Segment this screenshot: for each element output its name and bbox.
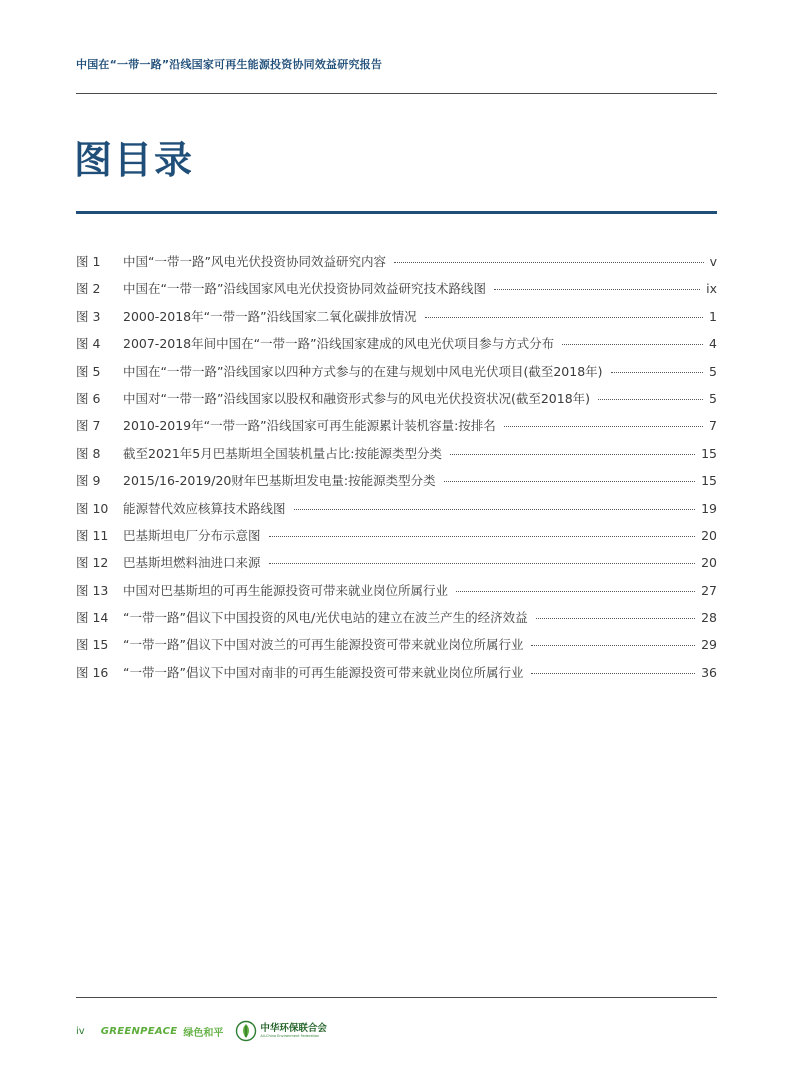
- toc-figure-number: 图 12: [76, 555, 109, 571]
- toc-dot-leader: [494, 289, 700, 290]
- toc-figure-number: 图 8: [76, 445, 101, 461]
- toc-dot-leader: [456, 591, 695, 592]
- title-divider: [76, 211, 717, 214]
- toc-figure-number: 图 13: [76, 582, 109, 598]
- greenpeace-logo-cn: 绿色和平: [183, 1027, 224, 1039]
- acef-emblem-icon: [235, 1020, 257, 1042]
- footer: [76, 1016, 327, 1046]
- acef-name-cn: 中华环保联合会: [260, 1022, 327, 1034]
- toc-entry[interactable]: [76, 549, 717, 576]
- toc-figure-title: 中国在“一带一路”沿线国家以四种方式参与的在建与规划中风电光伏项目(截至2018年): [123, 363, 603, 379]
- toc-dot-leader: [394, 262, 704, 263]
- toc-figure-number: 图 16: [76, 664, 109, 680]
- toc-entry[interactable]: [76, 467, 717, 494]
- toc-figure-title: 2010-2019年“一带一路”沿线国家可再生能源累计装机容量:按排名: [123, 418, 496, 434]
- toc-page-number: 19: [701, 500, 717, 516]
- page-number: iv: [76, 1025, 85, 1037]
- toc-figure-number: 图 14: [76, 610, 109, 626]
- toc-page-number: v: [709, 254, 717, 269]
- acef-name-en: All-China Environment Federation: [260, 1034, 320, 1038]
- toc-dot-leader: [269, 563, 696, 564]
- toc-entry[interactable]: [76, 522, 717, 549]
- toc-entry[interactable]: [76, 330, 717, 357]
- toc-figure-number: 图 1: [76, 254, 101, 269]
- toc-figure-title: 中国对巴基斯坦的可再生能源投资可带来就业岗位所属行业: [123, 582, 449, 598]
- toc-dot-leader: [611, 372, 704, 373]
- toc-dot-leader: [504, 426, 703, 427]
- greenpeace-logo: GREENPEACE: [100, 1025, 178, 1037]
- footer-divider: [76, 997, 717, 998]
- toc-figure-title: “一带一路”倡议下中国对南非的可再生能源投资可带来就业岗位所属行业: [123, 664, 524, 680]
- toc-figure-number: 图 5: [76, 363, 101, 379]
- toc-figure-number: 图 11: [76, 527, 109, 543]
- toc-entry[interactable]: [76, 412, 717, 439]
- toc-dot-leader: [562, 344, 703, 345]
- toc-entry[interactable]: [76, 385, 717, 412]
- toc-page-number: 5: [709, 363, 717, 379]
- toc-page-number: 27: [701, 582, 717, 598]
- toc-dot-leader: [425, 317, 703, 318]
- toc-page-number: 20: [701, 527, 717, 543]
- toc-figure-title: 2007-2018年间中国在“一带一路”沿线国家建成的风电光伏项目参与方式分布: [123, 336, 555, 352]
- toc-entry[interactable]: [76, 440, 717, 467]
- toc-figure-number: 图 6: [76, 390, 101, 406]
- toc-entry[interactable]: [76, 495, 717, 522]
- toc-dot-leader: [294, 509, 696, 510]
- toc-figure-title: “一带一路”倡议下中国投资的风电/光伏电站的建立在波兰产生的经济效益: [123, 610, 528, 626]
- toc-dot-leader: [536, 618, 695, 619]
- toc-page-number: 5: [709, 390, 717, 406]
- toc-page-number: 4: [709, 336, 717, 352]
- toc-page-number: 29: [701, 637, 717, 653]
- toc-entry[interactable]: [76, 631, 717, 658]
- toc-figure-title: 中国“一带一路”风电光伏投资协同效益研究内容: [123, 254, 386, 269]
- running-header-title: 中国在“一带一路”沿线国家可再生能源投资协同效益研究报告: [76, 58, 383, 71]
- toc-page-number: 7: [709, 418, 717, 434]
- toc-figure-title: 截至2021年5月巴基斯坦全国装机量占比:按能源类型分类: [123, 445, 442, 461]
- toc-figure-number: 图 7: [76, 418, 101, 434]
- toc-figure-title: 2000-2018年“一带一路”沿线国家二氧化碳排放情况: [123, 308, 417, 324]
- header-divider: [76, 93, 717, 94]
- toc-figure-title: 巴基斯坦电厂分布示意图: [123, 527, 261, 543]
- toc-figure-number: 图 10: [76, 500, 109, 516]
- toc-page-number: 15: [701, 445, 717, 461]
- toc-page-number: 20: [701, 555, 717, 571]
- toc-figure-title: 中国在“一带一路”沿线国家风电光伏投资协同效益研究技术路线图: [123, 281, 486, 297]
- toc-figure-number: 图 2: [76, 281, 101, 297]
- toc-dot-leader: [531, 645, 695, 646]
- figure-list: [76, 248, 717, 686]
- toc-entry[interactable]: [76, 248, 717, 275]
- toc-figure-title: 中国对“一带一路”沿线国家以股权和融资形式参与的风电光伏投资状况(截至2018年): [123, 390, 591, 406]
- toc-page-number: 1: [709, 308, 717, 324]
- toc-figure-title: 巴基斯坦燃料油进口来源: [123, 555, 261, 571]
- acef-logo-text: [260, 1024, 327, 1039]
- toc-page-number: ix: [706, 281, 717, 297]
- toc-page-number: 15: [701, 473, 717, 489]
- toc-page-number: 28: [701, 610, 717, 626]
- toc-dot-leader: [598, 399, 703, 400]
- toc-figure-number: 图 3: [76, 308, 101, 324]
- toc-entry[interactable]: [76, 659, 717, 686]
- toc-figure-number: 图 9: [76, 473, 101, 489]
- toc-figure-number: 图 15: [76, 637, 109, 653]
- toc-figure-title: 2015/16-2019/20财年巴基斯坦发电量:按能源类型分类: [123, 473, 436, 489]
- toc-entry[interactable]: [76, 577, 717, 604]
- toc-figure-title: “一带一路”倡议下中国对波兰的可再生能源投资可带来就业岗位所属行业: [123, 637, 524, 653]
- toc-page-number: 36: [701, 664, 717, 680]
- toc-entry[interactable]: [76, 275, 717, 302]
- toc-entry[interactable]: [76, 358, 717, 385]
- toc-dot-leader: [531, 673, 695, 674]
- page-title: 图目录: [74, 138, 195, 182]
- toc-figure-number: 图 4: [76, 336, 101, 352]
- toc-dot-leader: [444, 481, 696, 482]
- toc-entry[interactable]: [76, 303, 717, 330]
- toc-figure-title: 能源替代效应核算技术路线图: [123, 500, 286, 516]
- toc-entry[interactable]: [76, 604, 717, 631]
- toc-dot-leader: [269, 536, 696, 537]
- toc-dot-leader: [450, 454, 695, 455]
